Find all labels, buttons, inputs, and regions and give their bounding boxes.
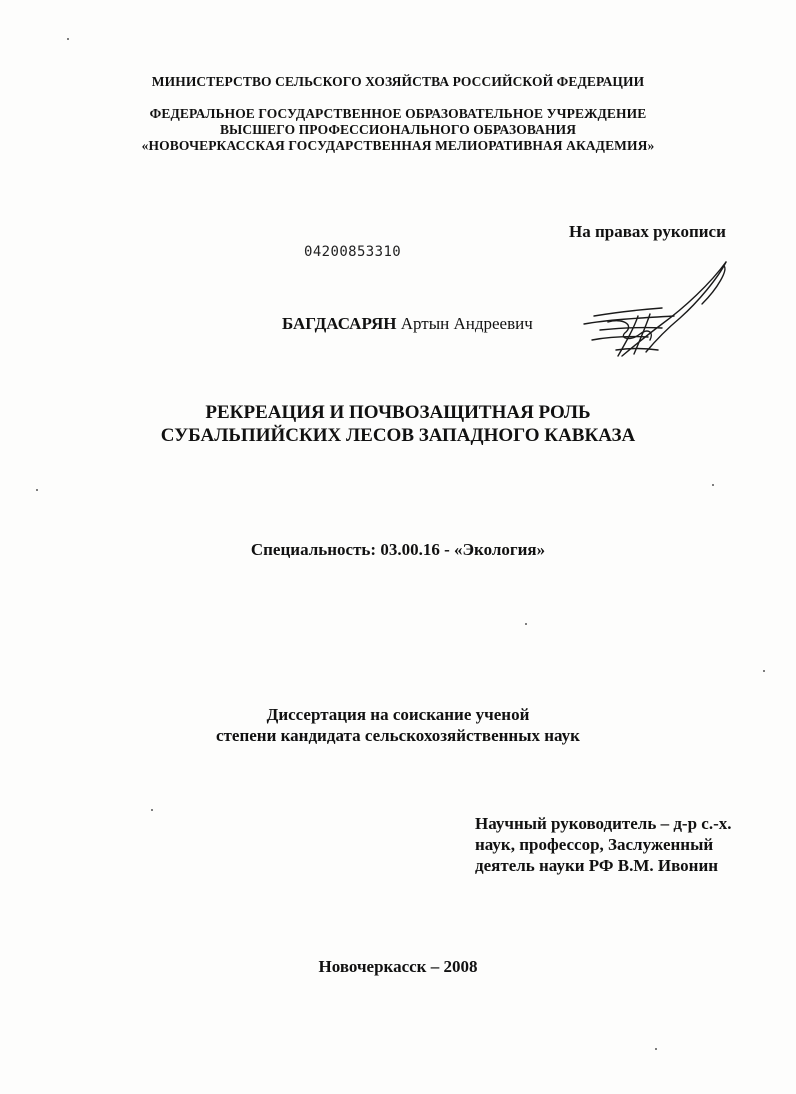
dissertation-title-line-1: РЕКРЕАЦИЯ И ПОЧВОЗАЩИТНАЯ РОЛЬ (205, 402, 591, 423)
scan-speck (36, 489, 38, 491)
scan-speck (655, 1048, 657, 1050)
scan-speck (763, 670, 765, 672)
author-name (282, 314, 533, 334)
institution-line-2: ВЫСШЕГО ПРОФЕССИОНАЛЬНОГО ОБРАЗОВАНИЯ (219, 122, 577, 137)
registration-number: 04200853310 (304, 244, 402, 260)
specialty-line: Специальность: 03.00.16 - «Экология» (250, 540, 546, 559)
scan-speck (67, 38, 69, 40)
institution-line-3: «НОВОЧЕРКАССКАЯ ГОСУДАРСТВЕННАЯ МЕЛИОРАТИВНАЯ АКАДЕМИЯ» (141, 138, 655, 153)
author-surname: БАГДАСАРЯН (282, 314, 397, 333)
ministry-header: МИНИСТЕРСТВО СЕЛЬСКОГО ХОЗЯЙСТВА РОССИЙСКОЙ ФЕДЕРАЦИИ (151, 74, 645, 89)
signature-image (578, 258, 734, 362)
institution-line-1: ФЕДЕРАЛЬНОЕ ГОСУДАРСТВЕННОЕ ОБРАЗОВАТЕЛЬНОЕ УЧРЕЖДЕНИЕ (149, 106, 647, 121)
degree-line-1: Диссертация на соискание ученой (266, 705, 530, 724)
supervisor-line-1: Научный руководитель – д-р с.-х. (475, 814, 732, 833)
place-and-year: Новочеркасск – 2008 (318, 957, 478, 976)
supervisor-line-3: деятель науки РФ В.М. Ивонин (475, 856, 719, 875)
degree-line-2: степени кандидата сельскохозяйственных наук (216, 726, 580, 745)
dissertation-title-line-2: СУБАЛЬПИЙСКИХ ЛЕСОВ ЗАПАДНОГО КАВКАЗА (160, 425, 636, 446)
scan-speck (151, 809, 153, 811)
scan-speck (712, 484, 714, 486)
manuscript-rights-label: На правах рукописи (569, 222, 726, 241)
supervisor-line-2: наук, профессор, Заслуженный (475, 835, 714, 854)
scan-speck (525, 623, 527, 625)
author-given-names: Артын Андреевич (400, 314, 533, 333)
